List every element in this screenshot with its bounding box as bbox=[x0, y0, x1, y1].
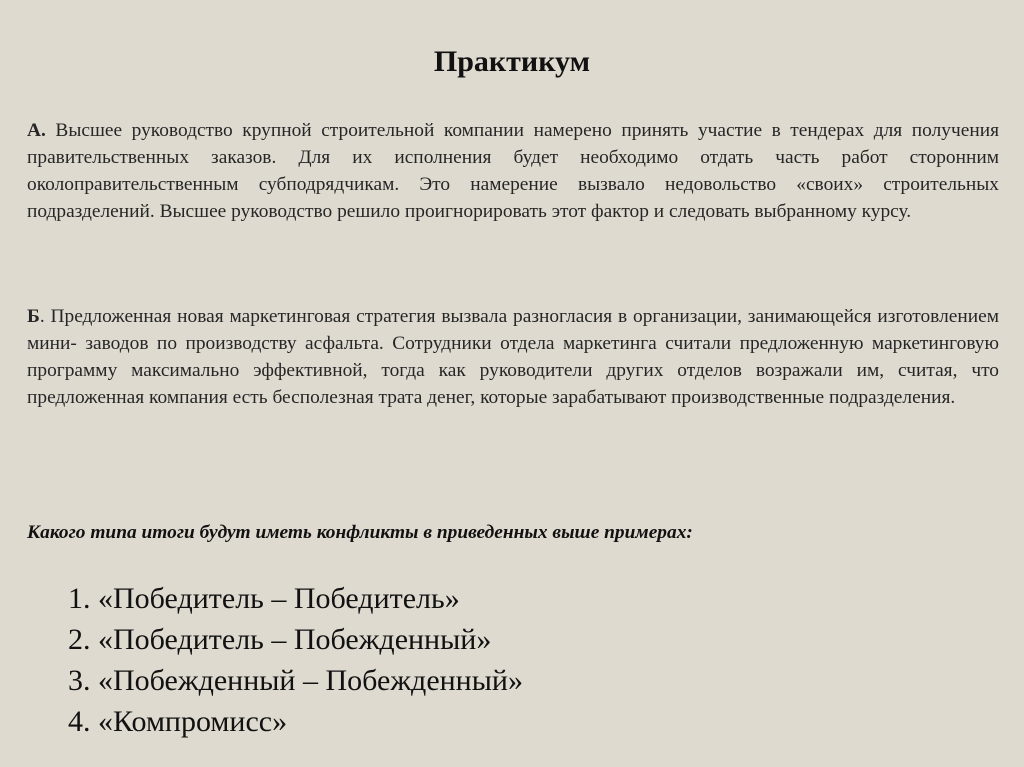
option-item: 3. «Побежденный – Побежденный» bbox=[68, 664, 523, 697]
paragraph-a-text: Высшее руководство крупной строительной компании намерено принять участие в тендерах для получения правительственных заказов. Для их исполнения будет необходимо отдать часть работ сторонним околоправительственным субподрядчикам. Это намерение вызвало недовольство «своих» строительных подразделений. Высшее руководство решило проигнорировать этот фактор и следовать выбранному курсу. bbox=[27, 120, 999, 222]
paragraph-a-lead: А. bbox=[27, 120, 46, 141]
paragraph-b bbox=[27, 303, 999, 411]
options-list bbox=[68, 578, 768, 742]
slide-title: Практикум bbox=[433, 45, 591, 78]
option-item: 4. «Компромисс» bbox=[68, 705, 288, 738]
paragraph-a bbox=[27, 117, 999, 225]
paragraph-b-lead: Б bbox=[27, 306, 40, 327]
option-item: 2. «Победитель – Побежденный» bbox=[68, 623, 492, 656]
paragraph-b-text: . Предложенная новая маркетинговая стратегия вызвала разногласия в организации, занимающейся изготовлением мини- заводов по производству асфальта. Сотрудники отдела маркетинга считали предложенную маркетинговую программу максимально эффективной, тогда как руководители других отделов возражали им, считая, что предложенная компания есть бесполезная трата денег, которые зарабатывают производственные подразделения. bbox=[27, 306, 999, 408]
question: Какого типа итоги будут иметь конфликты в приведенных выше примерах: bbox=[27, 522, 693, 543]
option-item: 1. «Победитель – Победитель» bbox=[68, 582, 460, 615]
